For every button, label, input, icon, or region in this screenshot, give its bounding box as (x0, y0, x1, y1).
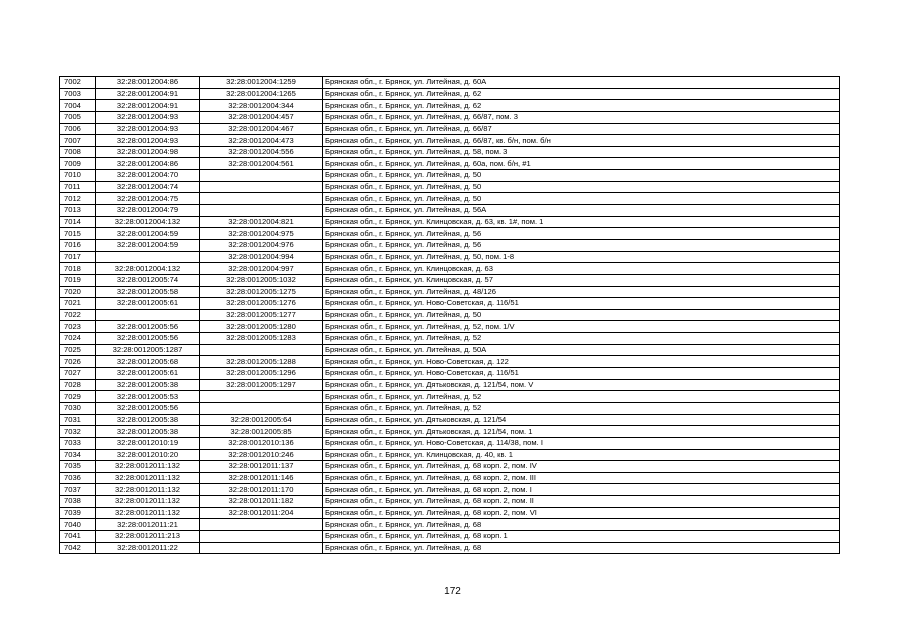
address-cell: Брянская обл., г. Брянск, ул. Дятьковская, д. 121/54, пом. 1 (323, 426, 840, 438)
row-number-cell: 7025 (60, 344, 96, 356)
parcel-number-cell: 32:28:0012004:93 (96, 135, 200, 147)
parcel-number-cell: 32:28:0012005:74 (96, 274, 200, 286)
row-number-cell: 7004 (60, 100, 96, 112)
row-number-cell: 7040 (60, 519, 96, 531)
address-cell: Брянская обл., г. Брянск, ул. Литейная, д. 52 (323, 333, 840, 345)
table-row (60, 100, 840, 112)
table-row (60, 496, 840, 508)
parcel-number-cell (96, 251, 200, 263)
object-number-cell: 32:28:0012004:976 (200, 239, 323, 251)
object-number-cell: 32:28:0012004:561 (200, 158, 323, 170)
registry-table-body (60, 77, 840, 554)
object-number-cell: 32:28:0012004:994 (200, 251, 323, 263)
parcel-number-cell: 32:28:0012011:22 (96, 542, 200, 554)
parcel-number-cell: 32:28:0012011:132 (96, 507, 200, 519)
table-row (60, 437, 840, 449)
address-cell: Брянская обл., г. Брянск, ул. Ново-Советская, д. 116/51 (323, 298, 840, 310)
parcel-number-cell: 32:28:0012005:61 (96, 368, 200, 380)
table-row (60, 379, 840, 391)
table-row (60, 181, 840, 193)
object-number-cell: 32:28:0012004:1259 (200, 77, 323, 89)
object-number-cell: 32:28:0012004:457 (200, 111, 323, 123)
parcel-number-cell: 32:28:0012005:53 (96, 391, 200, 403)
table-row (60, 77, 840, 89)
address-cell: Брянская обл., г. Брянск, ул. Литейная, д. 56 (323, 239, 840, 251)
table-row (60, 472, 840, 484)
row-number-cell: 7035 (60, 461, 96, 473)
address-cell: Брянская обл., г. Брянск, ул. Литейная, д. 50 (323, 193, 840, 205)
parcel-number-cell: 32:28:0012004:75 (96, 193, 200, 205)
table-row (60, 402, 840, 414)
row-number-cell: 7042 (60, 542, 96, 554)
row-number-cell: 7002 (60, 77, 96, 89)
row-number-cell: 7020 (60, 286, 96, 298)
address-cell: Брянская обл., г. Брянск, ул. Дятьковская, д. 121/54 (323, 414, 840, 426)
parcel-number-cell: 32:28:0012004:91 (96, 88, 200, 100)
address-cell: Брянская обл., г. Брянск, ул. Литейная, д. 68 (323, 519, 840, 531)
table-row (60, 321, 840, 333)
table-row (60, 391, 840, 403)
address-cell: Брянская обл., г. Брянск, ул. Клинцовская, д. 57 (323, 274, 840, 286)
table-row (60, 449, 840, 461)
table-row (60, 158, 840, 170)
object-number-cell: 32:28:0012004:975 (200, 228, 323, 240)
row-number-cell: 7028 (60, 379, 96, 391)
row-number-cell: 7039 (60, 507, 96, 519)
table-row (60, 123, 840, 135)
row-number-cell: 7010 (60, 170, 96, 182)
address-cell: Брянская обл., г. Брянск, ул. Литейная, д. 56 (323, 228, 840, 240)
address-cell: Брянская обл., г. Брянск, ул. Клинцовская, д. 63, кв. 1#, пом. 1 (323, 216, 840, 228)
row-number-cell: 7011 (60, 181, 96, 193)
object-number-cell: 32:28:0012005:1297 (200, 379, 323, 391)
object-number-cell: 32:28:0012005:1275 (200, 286, 323, 298)
object-number-cell: 32:28:0012004:473 (200, 135, 323, 147)
row-number-cell: 7003 (60, 88, 96, 100)
object-number-cell: 32:28:0012005:1296 (200, 368, 323, 380)
object-number-cell: 32:28:0012004:467 (200, 123, 323, 135)
address-cell: Брянская обл., г. Брянск, ул. Литейная, д. 62 (323, 88, 840, 100)
table-row (60, 309, 840, 321)
address-cell: Брянская обл., г. Брянск, ул. Литейная, д. 68 корп. 2, пом. II (323, 496, 840, 508)
object-number-cell: 32:28:0012011:146 (200, 472, 323, 484)
row-number-cell: 7014 (60, 216, 96, 228)
address-cell: Брянская обл., г. Брянск, ул. Литейная, д. 68 корп. 2, пом. III (323, 472, 840, 484)
row-number-cell: 7023 (60, 321, 96, 333)
row-number-cell: 7041 (60, 530, 96, 542)
row-number-cell: 7007 (60, 135, 96, 147)
object-number-cell: 32:28:0012004:997 (200, 263, 323, 275)
row-number-cell: 7021 (60, 298, 96, 310)
address-cell: Брянская обл., г. Брянск, ул. Ново-Советская, д. 122 (323, 356, 840, 368)
parcel-number-cell: 32:28:0012011:213 (96, 530, 200, 542)
address-cell: Брянская обл., г. Брянск, ул. Литейная, д. 50 (323, 309, 840, 321)
table-row (60, 368, 840, 380)
parcel-number-cell: 32:28:0012004:86 (96, 77, 200, 89)
row-number-cell: 7024 (60, 333, 96, 345)
parcel-number-cell: 32:28:0012005:56 (96, 333, 200, 345)
object-number-cell: 32:28:0012005:64 (200, 414, 323, 426)
table-row (60, 205, 840, 217)
parcel-number-cell: 32:28:0012005:56 (96, 321, 200, 333)
table-row (60, 239, 840, 251)
parcel-number-cell: 32:28:0012005:58 (96, 286, 200, 298)
page-number: 172 (444, 586, 461, 597)
parcel-number-cell: 32:28:0012004:132 (96, 263, 200, 275)
parcel-number-cell: 32:28:0012011:132 (96, 472, 200, 484)
address-cell: Брянская обл., г. Брянск, ул. Литейная, д. 52, пом. 1/V (323, 321, 840, 333)
parcel-number-cell: 32:28:0012010:20 (96, 449, 200, 461)
row-number-cell: 7029 (60, 391, 96, 403)
parcel-number-cell: 32:28:0012011:132 (96, 484, 200, 496)
table-row (60, 274, 840, 286)
object-number-cell: 32:28:0012004:556 (200, 146, 323, 158)
object-number-cell (200, 402, 323, 414)
table-row (60, 135, 840, 147)
table-row (60, 530, 840, 542)
object-number-cell (200, 193, 323, 205)
table-row (60, 484, 840, 496)
parcel-number-cell: 32:28:0012005:61 (96, 298, 200, 310)
parcel-number-cell: 32:28:0012004:93 (96, 123, 200, 135)
object-number-cell: 32:28:0012004:1265 (200, 88, 323, 100)
object-number-cell: 32:28:0012005:1277 (200, 309, 323, 321)
table-row (60, 170, 840, 182)
table-row (60, 507, 840, 519)
parcel-number-cell: 32:28:0012004:79 (96, 205, 200, 217)
parcel-number-cell: 32:28:0012004:74 (96, 181, 200, 193)
row-number-cell: 7031 (60, 414, 96, 426)
object-number-cell (200, 542, 323, 554)
table-row (60, 216, 840, 228)
address-cell: Брянская обл., г. Брянск, ул. Литейная, д. 52 (323, 402, 840, 414)
row-number-cell: 7016 (60, 239, 96, 251)
row-number-cell: 7030 (60, 402, 96, 414)
row-number-cell: 7013 (60, 205, 96, 217)
table-row (60, 146, 840, 158)
row-number-cell: 7006 (60, 123, 96, 135)
table-row (60, 251, 840, 263)
parcel-number-cell: 32:28:0012011:132 (96, 496, 200, 508)
row-number-cell: 7008 (60, 146, 96, 158)
address-cell: Брянская обл., г. Брянск, ул. Литейная, д. 56А (323, 205, 840, 217)
parcel-number-cell: 32:28:0012005:38 (96, 379, 200, 391)
object-number-cell: 32:28:0012005:1288 (200, 356, 323, 368)
table-row (60, 263, 840, 275)
object-number-cell (200, 530, 323, 542)
row-number-cell: 7015 (60, 228, 96, 240)
parcel-number-cell: 32:28:0012005:56 (96, 402, 200, 414)
row-number-cell: 7033 (60, 437, 96, 449)
object-number-cell: 32:28:0012005:1283 (200, 333, 323, 345)
parcel-number-cell: 32:28:0012005:1287 (96, 344, 200, 356)
table-row (60, 193, 840, 205)
row-number-cell: 7017 (60, 251, 96, 263)
address-cell: Брянская обл., г. Брянск, ул. Литейная, д. 66/87 (323, 123, 840, 135)
address-cell: Брянская обл., г. Брянск, ул. Литейная, д. 50 (323, 181, 840, 193)
row-number-cell: 7022 (60, 309, 96, 321)
object-number-cell (200, 519, 323, 531)
address-cell: Брянская обл., г. Брянск, ул. Литейная, д. 50А (323, 344, 840, 356)
address-cell: Брянская обл., г. Брянск, ул. Ново-Советская, д. 114/38, пом. I (323, 437, 840, 449)
parcel-number-cell: 32:28:0012004:59 (96, 239, 200, 251)
address-cell: Брянская обл., г. Брянск, ул. Литейная, д. 68 корп. 1 (323, 530, 840, 542)
address-cell: Брянская обл., г. Брянск, ул. Литейная, д. 68 (323, 542, 840, 554)
parcel-number-cell: 32:28:0012004:132 (96, 216, 200, 228)
object-number-cell (200, 170, 323, 182)
table-row (60, 286, 840, 298)
parcel-number-cell: 32:28:0012010:19 (96, 437, 200, 449)
table-row (60, 333, 840, 345)
table-row (60, 414, 840, 426)
parcel-number-cell: 32:28:0012004:98 (96, 146, 200, 158)
object-number-cell: 32:28:0012011:137 (200, 461, 323, 473)
table-row (60, 519, 840, 531)
row-number-cell: 7012 (60, 193, 96, 205)
table-row (60, 542, 840, 554)
table-row (60, 228, 840, 240)
row-number-cell: 7005 (60, 111, 96, 123)
row-number-cell: 7037 (60, 484, 96, 496)
parcel-number-cell: 32:28:0012004:59 (96, 228, 200, 240)
table-row (60, 298, 840, 310)
parcel-number-cell: 32:28:0012004:93 (96, 111, 200, 123)
object-number-cell: 32:28:0012005:1276 (200, 298, 323, 310)
table-row (60, 426, 840, 438)
object-number-cell: 32:28:0012005:85 (200, 426, 323, 438)
object-number-cell: 32:28:0012005:1280 (200, 321, 323, 333)
row-number-cell: 7032 (60, 426, 96, 438)
row-number-cell: 7019 (60, 274, 96, 286)
cadastral-registry-table (59, 76, 840, 554)
address-cell: Брянская обл., г. Брянск, ул. Литейная, д. 50 (323, 170, 840, 182)
object-number-cell: 32:28:0012004:344 (200, 100, 323, 112)
table-row (60, 344, 840, 356)
row-number-cell: 7009 (60, 158, 96, 170)
row-number-cell: 7018 (60, 263, 96, 275)
object-number-cell: 32:28:0012004:821 (200, 216, 323, 228)
object-number-cell: 32:28:0012010:246 (200, 449, 323, 461)
parcel-number-cell: 32:28:0012005:68 (96, 356, 200, 368)
address-cell: Брянская обл., г. Брянск, ул. Литейная, д. 66/87, кв. б/н, пом. б/н (323, 135, 840, 147)
parcel-number-cell (96, 309, 200, 321)
address-cell: Брянская обл., г. Брянск, ул. Ново-Советская, д. 116/51 (323, 368, 840, 380)
row-number-cell: 7038 (60, 496, 96, 508)
parcel-number-cell: 32:28:0012005:38 (96, 414, 200, 426)
object-number-cell: 32:28:0012005:1032 (200, 274, 323, 286)
row-number-cell: 7036 (60, 472, 96, 484)
address-cell: Брянская обл., г. Брянск, ул. Литейная, д. 60А (323, 77, 840, 89)
object-number-cell: 32:28:0012011:182 (200, 496, 323, 508)
address-cell: Брянская обл., г. Брянск, ул. Клинцовская, д. 40, кв. 1 (323, 449, 840, 461)
address-cell: Брянская обл., г. Брянск, ул. Литейная, д. 60а, пом. б/н, #1 (323, 158, 840, 170)
object-number-cell: 32:28:0012010:136 (200, 437, 323, 449)
parcel-number-cell: 32:28:0012011:21 (96, 519, 200, 531)
parcel-number-cell: 32:28:0012005:38 (96, 426, 200, 438)
row-number-cell: 7034 (60, 449, 96, 461)
address-cell: Брянская обл., г. Брянск, ул. Литейная, д. 68 корп. 2, пом. IV (323, 461, 840, 473)
address-cell: Брянская обл., г. Брянск, ул. Клинцовская, д. 63 (323, 263, 840, 275)
object-number-cell: 32:28:0012011:170 (200, 484, 323, 496)
address-cell: Брянская обл., г. Брянск, ул. Литейная, д. 50, пом. 1-8 (323, 251, 840, 263)
address-cell: Брянская обл., г. Брянск, ул. Дятьковская, д. 121/54, пом. V (323, 379, 840, 391)
address-cell: Брянская обл., г. Брянск, ул. Литейная, д. 48/126 (323, 286, 840, 298)
address-cell: Брянская обл., г. Брянск, ул. Литейная, д. 58, пом. 3 (323, 146, 840, 158)
address-cell: Брянская обл., г. Брянск, ул. Литейная, д. 68 корп. 2, пом. VI (323, 507, 840, 519)
parcel-number-cell: 32:28:0012004:86 (96, 158, 200, 170)
object-number-cell: 32:28:0012011:204 (200, 507, 323, 519)
table-row (60, 356, 840, 368)
object-number-cell (200, 205, 323, 217)
row-number-cell: 7026 (60, 356, 96, 368)
parcel-number-cell: 32:28:0012004:70 (96, 170, 200, 182)
table-row (60, 88, 840, 100)
object-number-cell (200, 181, 323, 193)
parcel-number-cell: 32:28:0012011:132 (96, 461, 200, 473)
address-cell: Брянская обл., г. Брянск, ул. Литейная, д. 62 (323, 100, 840, 112)
address-cell: Брянская обл., г. Брянск, ул. Литейная, д. 68 корп. 2, пом. I (323, 484, 840, 496)
table-row (60, 461, 840, 473)
address-cell: Брянская обл., г. Брянск, ул. Литейная, д. 66/87, пом. 3 (323, 111, 840, 123)
object-number-cell (200, 344, 323, 356)
parcel-number-cell: 32:28:0012004:91 (96, 100, 200, 112)
table-row (60, 111, 840, 123)
address-cell: Брянская обл., г. Брянск, ул. Литейная, д. 52 (323, 391, 840, 403)
object-number-cell (200, 391, 323, 403)
row-number-cell: 7027 (60, 368, 96, 380)
